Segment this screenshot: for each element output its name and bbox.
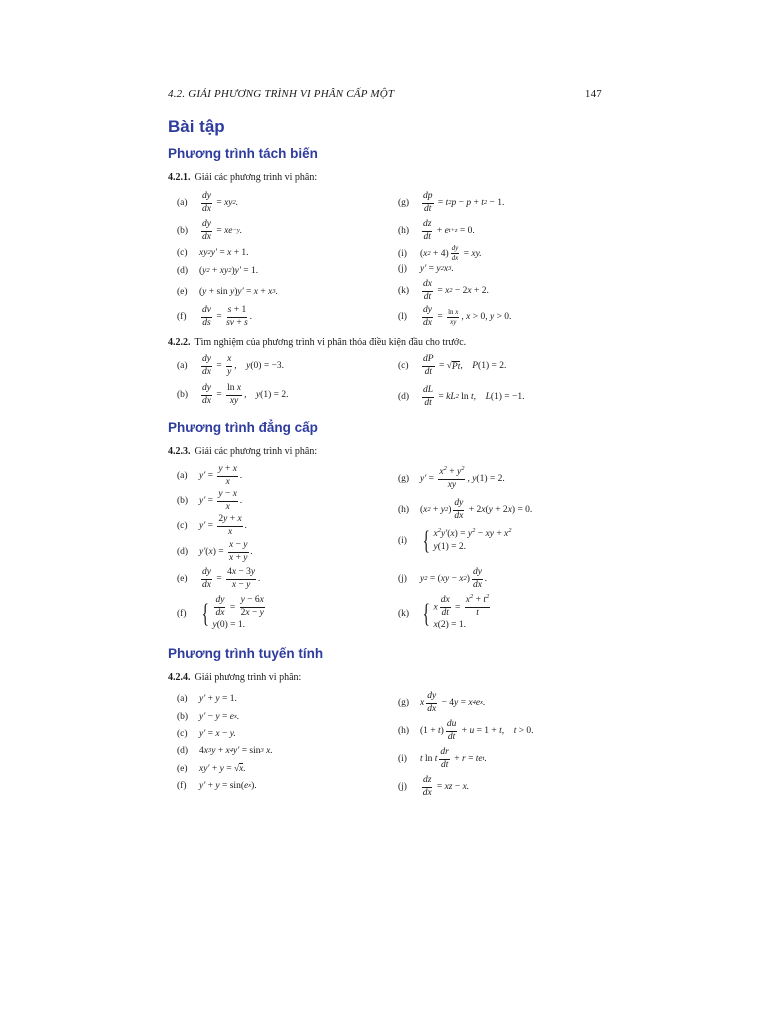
exercise-number: 4.2.1.: [168, 172, 191, 183]
problem-4-2-4-b: (b) y′ − y = e x .: [177, 712, 240, 722]
subsection-title-linear: Phương trình tuyến tính: [168, 646, 324, 661]
problem-4-2-2-b: (b) $\frac{dy}{dx}$ = $\frac{\text{ln x}}{xy}$ , y (1) = 2.: [177, 383, 289, 406]
problem-4-2-4-f: (f) y′ + y = sin( e x ).: [177, 781, 257, 791]
problem-4-2-4-g: (g) x $\frac{dy}{dx}$ − 4 y = x 4 e x .: [398, 691, 486, 714]
problem-4-2-4-j: (j) $\frac{dz}{dx}$ = xz − x.: [398, 775, 470, 798]
problem-4-2-4-i: (i) t ln t $\frac{dr}{dt}$ + r = te t .: [398, 747, 487, 770]
problem-4-2-4-e: (e) xy′ + y = √ x .: [177, 763, 246, 774]
problem-4-2-2-c: (c) $\frac{dP}{dt}$ = √ Pt , P (1) = 2.: [398, 354, 507, 377]
problem-4-2-3-h: (h) ( x 2 + y 2 ) $\frac{dy}{dx}$ + 2 x ( y + 2 x ) = 0.: [398, 498, 533, 521]
header-title: 4.2. GIẢI PHƯƠNG TRÌNH VI PHÂN CẤP MỘT: [168, 88, 395, 100]
running-header: [168, 88, 602, 100]
problem-4-2-1-i: (i) ( x 2 + 4) $\frac{dy}{dx}$ = xy.: [398, 244, 482, 263]
exercise-number: 4.2.4.: [168, 672, 191, 683]
problem-4-2-3-k: (k) { x $\frac{dx}{dt}$ = $\frac{x^2 + t^2}{t}$ x(2) = 1.: [398, 593, 490, 630]
problem-4-2-2-d: (d) $\frac{dL}{dt}$ = kL 2 ln t, L (1) = −1.: [398, 385, 525, 408]
problem-4-2-1-f: (f) $\frac{dv}{ds}$ = $\frac{s + 1}{sv + s}$ .: [177, 305, 253, 328]
problem-4-2-3-e: (e) $\frac{dy}{dx}$ = $\frac{4x - 3y}{x - y}$ .: [177, 567, 261, 590]
subsection-title-homogeneous: Phương trình đẳng cấp: [168, 420, 318, 435]
exercise-number: 4.2.3.: [168, 446, 191, 457]
subsection-title-separable: Phương trình tách biến: [168, 146, 318, 161]
problem-4-2-4-d: (d) 4 x 3 y + x 4 y′ = sin 3 x.: [177, 746, 273, 756]
problem-4-2-1-e: (e) ( y + sin y ) y′ = x + x 3 .: [177, 287, 278, 297]
problem-4-2-3-j: (j) y 2 = ( xy − x 2 ) $\frac{dy}{dx}$ .: [398, 567, 488, 590]
problem-4-2-3-f: (f) { $\frac{dy}{dx}$ = $\frac{y - 6x}{2x - y}$ y(0) = 1.: [177, 595, 264, 630]
exercise-intro-4-2-2: [168, 337, 466, 348]
problem-4-2-4-a: (a) y′ + y = 1.: [177, 694, 237, 704]
problem-4-2-4-c: (c) y′ = x − y.: [177, 729, 236, 739]
problem-4-2-1-c: (c) xy 2 y′ = x + 1.: [177, 248, 249, 258]
exercise-text: Tìm nghiệm của phương trình vi phân thỏa điều kiện đầu cho trước.: [194, 337, 467, 348]
exercise-intro-4-2-4: [168, 672, 301, 683]
problem-4-2-3-c: (c) y′ = $\frac{2y + x}{x}$ .: [177, 514, 248, 537]
problem-4-2-1-k: (k) $\frac{dx}{dt}$ = x 2 − 2 x + 2.: [398, 279, 489, 302]
problem-4-2-3-a: (a) y′ = $\frac{y + x}{x}$ .: [177, 464, 243, 487]
problem-4-2-1-l: (l) $\frac{dy}{dx}$ = $\frac{\text{ln x}}{xy}$ , x > 0, y > 0.: [398, 305, 512, 328]
problem-4-2-1-b: (b) $\frac{dy}{dx}$ = xe −y .: [177, 219, 243, 242]
problem-4-2-1-h: (h) $\frac{dz}{dt}$ + e t+z = 0.: [398, 219, 475, 242]
problem-4-2-1-a: (a) $\frac{dy}{dx}$ = xy 2 .: [177, 191, 239, 214]
problem-4-2-3-g: (g) y′ = $\frac{x^2 + y^2}{xy}$ , y (1) = 2.: [398, 465, 505, 490]
exercise-number: 4.2.2.: [168, 337, 191, 348]
problem-4-2-2-a: (a) $\frac{dy}{dx}$ = $\frac{x}{y}$ , y (0) = −3.: [177, 354, 285, 377]
problem-4-2-3-b: (b) y′ = $\frac{y - x}{x}$ .: [177, 489, 243, 512]
problem-4-2-1-j: (j) y′ = y 2 x 3 .: [398, 264, 454, 274]
problem-4-2-3-d: (d) y′ ( x ) = $\frac{x - y}{x + y}$ .: [177, 540, 253, 563]
section-title: Bài tập: [168, 117, 225, 136]
exercise-text: Giải phương trình vi phân:: [194, 672, 302, 683]
exercise-intro-4-2-1: [168, 172, 317, 183]
page-number: 147: [584, 88, 602, 100]
problem-4-2-1-g: (g) $\frac{dp}{dt}$ = t 2 p − p + t 2 − 1.: [398, 191, 505, 214]
exercise-intro-4-2-3: [168, 446, 317, 457]
exercise-text: Giải các phương trình vi phân:: [194, 172, 318, 183]
problem-4-2-4-h: (h) (1 + t ) $\frac{du}{dt}$ + u = 1 + t, t > 0.: [398, 719, 534, 742]
exercise-text: Giải các phương trình vi phân:: [194, 446, 318, 457]
problem-4-2-1-d: (d) ( y 2 + xy 2 ) y′ = 1.: [177, 266, 259, 276]
problem-4-2-3-i: (i) { $x^2y'(x) = y^2$ − xy + $x^2$ y(1) = 2.: [398, 526, 512, 555]
